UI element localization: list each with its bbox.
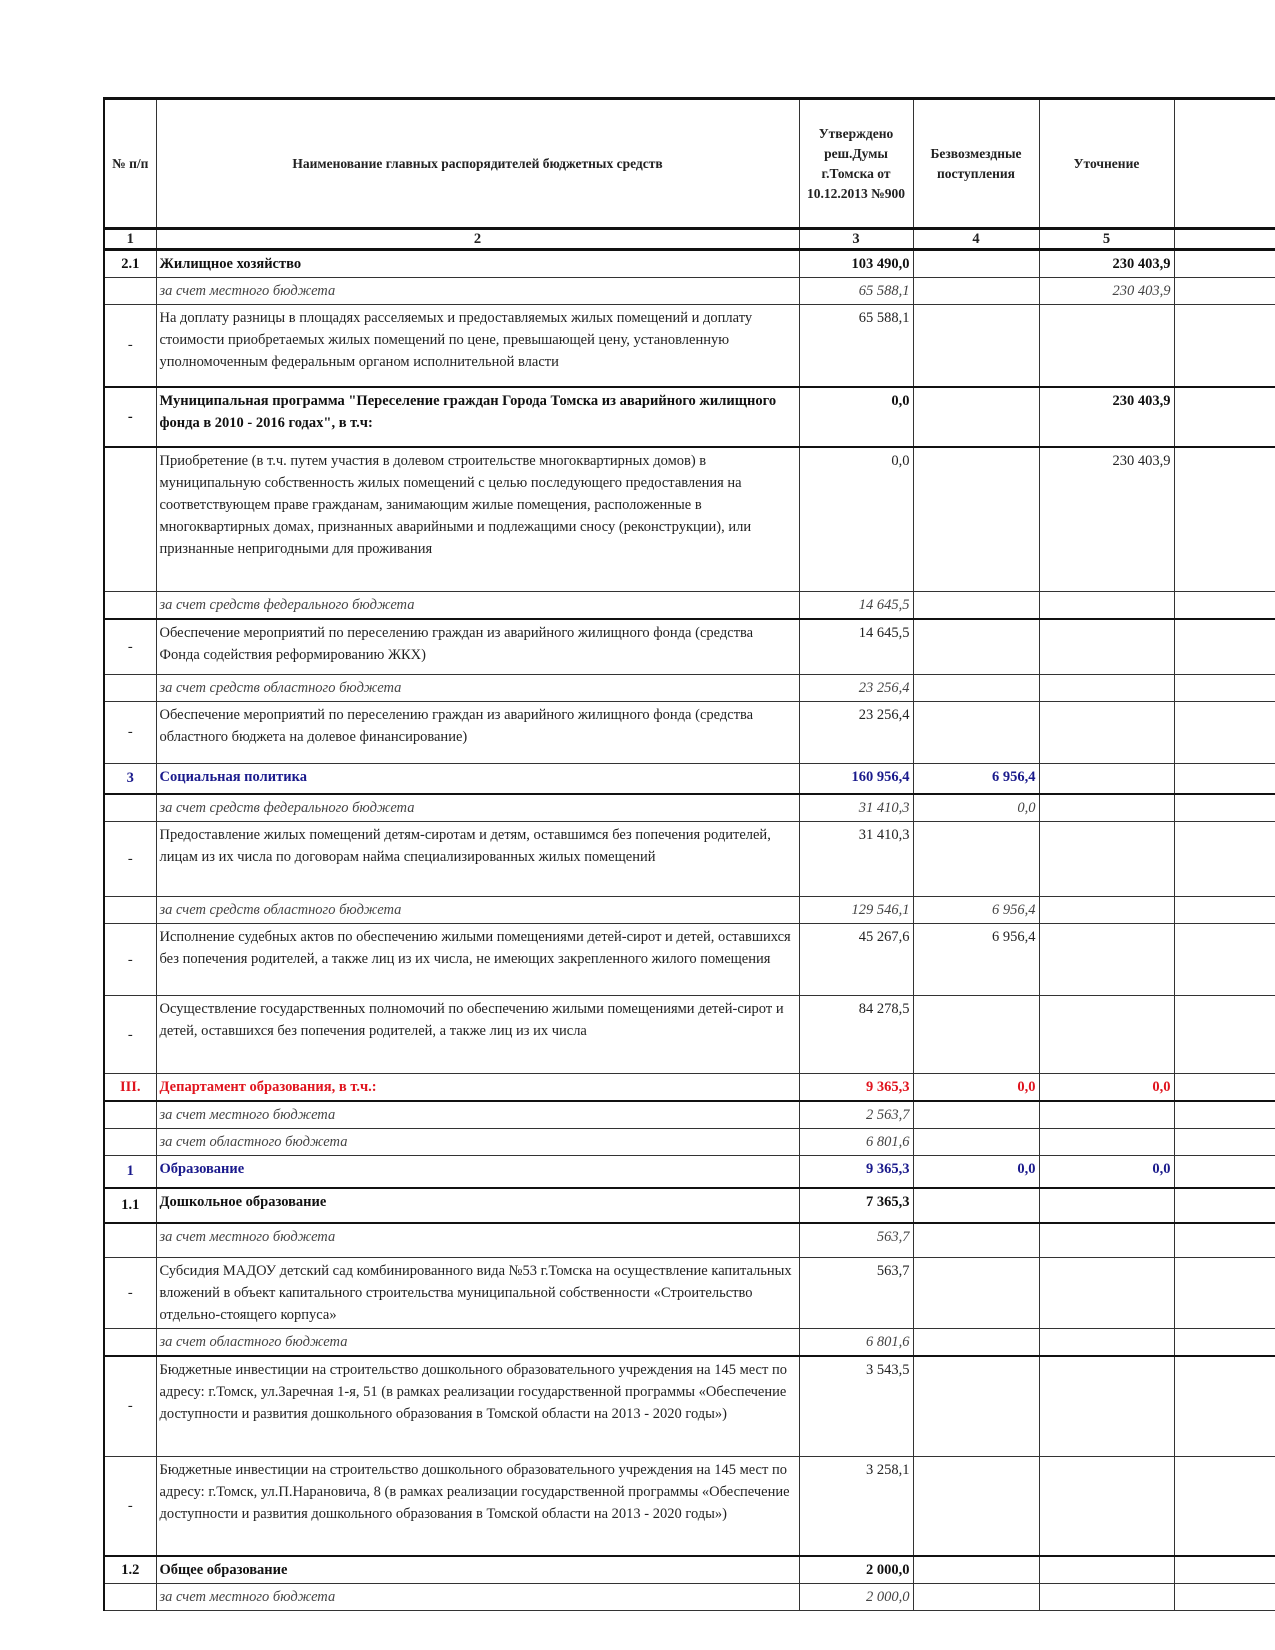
row-number: - bbox=[104, 924, 156, 996]
row-name: Субсидия МАДОУ детский сад комбинированного вида №53 г.Томска на осуществление капитальных вложений в объект капитального строительства муниципальной собственности «Строительство отдельно-стоящего корпуса» bbox=[156, 1258, 799, 1329]
table-row bbox=[104, 592, 1275, 620]
grants-value bbox=[913, 619, 1039, 674]
table-row bbox=[104, 1223, 1275, 1258]
row-name: Дошкольное образование bbox=[156, 1188, 799, 1223]
approved-value: 2 563,7 bbox=[799, 1101, 913, 1129]
grants-value bbox=[913, 305, 1039, 387]
row-name: Социальная политика bbox=[156, 763, 799, 794]
grants-value bbox=[913, 250, 1039, 278]
row-number bbox=[104, 1329, 156, 1357]
clarification-value bbox=[1039, 1584, 1174, 1611]
row-number: - bbox=[104, 305, 156, 387]
clarification-value bbox=[1039, 794, 1174, 822]
row-number bbox=[104, 674, 156, 701]
grants-value: 0,0 bbox=[913, 1156, 1039, 1188]
approved-value: 129 546,1 bbox=[799, 897, 913, 924]
approved-value: 563,7 bbox=[799, 1258, 913, 1329]
clarification-value: 230 403,9 bbox=[1039, 387, 1174, 447]
table-row bbox=[104, 1258, 1275, 1329]
approved-value: 0,0 bbox=[799, 447, 913, 592]
empty-cell bbox=[1174, 1456, 1275, 1556]
grants-value bbox=[913, 1129, 1039, 1156]
row-number bbox=[104, 1584, 156, 1611]
row-number: - bbox=[104, 1356, 156, 1456]
empty-cell bbox=[1174, 1223, 1275, 1258]
header-col6 bbox=[1174, 99, 1275, 229]
row-name: Осуществление государственных полномочий по обеспечению жилыми помещениями детей-сирот и детей, оставшихся без попечения родителей, а также лиц из их числа bbox=[156, 996, 799, 1074]
row-number: - bbox=[104, 1258, 156, 1329]
empty-cell bbox=[1174, 305, 1275, 387]
approved-value: 84 278,5 bbox=[799, 996, 913, 1074]
approved-value: 3 543,5 bbox=[799, 1356, 913, 1456]
table-row bbox=[104, 619, 1275, 674]
empty-cell bbox=[1174, 701, 1275, 763]
table-row bbox=[104, 250, 1275, 278]
row-number: - bbox=[104, 1456, 156, 1556]
approved-value: 160 956,4 bbox=[799, 763, 913, 794]
empty-cell bbox=[1174, 447, 1275, 592]
grants-value bbox=[913, 701, 1039, 763]
clarification-value bbox=[1039, 1258, 1174, 1329]
index-cell bbox=[1174, 229, 1275, 250]
row-number bbox=[104, 897, 156, 924]
table-row bbox=[104, 822, 1275, 897]
empty-cell bbox=[1174, 674, 1275, 701]
row-number bbox=[104, 278, 156, 305]
clarification-value bbox=[1039, 1456, 1174, 1556]
row-number bbox=[104, 1223, 156, 1258]
grants-value: 6 956,4 bbox=[913, 924, 1039, 996]
table-row bbox=[104, 996, 1275, 1074]
table-row bbox=[104, 674, 1275, 701]
header-name: Наименование главных распорядителей бюджетных средств bbox=[156, 99, 799, 229]
grants-value bbox=[913, 1556, 1039, 1584]
row-number: - bbox=[104, 996, 156, 1074]
row-name: Исполнение судебных актов по обеспечению жилыми помещениями детей-сирот и детей, оставшихся без попечения родителей, а также лиц из их числа, не имеющих закрепленного жилого помещения bbox=[156, 924, 799, 996]
clarification-value bbox=[1039, 674, 1174, 701]
clarification-value: 230 403,9 bbox=[1039, 250, 1174, 278]
grants-value: 6 956,4 bbox=[913, 897, 1039, 924]
clarification-value bbox=[1039, 1223, 1174, 1258]
grants-value bbox=[913, 592, 1039, 620]
header-approved: Утверждено реш.Думы г.Томска от 10.12.2013 №900 bbox=[799, 99, 913, 229]
row-number: 1.2 bbox=[104, 1556, 156, 1584]
table-row bbox=[104, 1584, 1275, 1611]
clarification-value bbox=[1039, 1101, 1174, 1129]
clarification-value bbox=[1039, 996, 1174, 1074]
empty-cell bbox=[1174, 1074, 1275, 1102]
grants-value bbox=[913, 1188, 1039, 1223]
table-row bbox=[104, 1456, 1275, 1556]
row-number bbox=[104, 447, 156, 592]
table-row bbox=[104, 897, 1275, 924]
approved-value: 9 365,3 bbox=[799, 1074, 913, 1102]
grants-value bbox=[913, 387, 1039, 447]
clarification-value: 0,0 bbox=[1039, 1156, 1174, 1188]
grants-value bbox=[913, 674, 1039, 701]
empty-cell bbox=[1174, 387, 1275, 447]
row-name: Общее образование bbox=[156, 1556, 799, 1584]
index-cell: 5 bbox=[1039, 229, 1174, 250]
row-name: за счет средств федерального бюджета bbox=[156, 592, 799, 620]
empty-cell bbox=[1174, 1329, 1275, 1357]
header-grants: Безвозмездные поступления bbox=[913, 99, 1039, 229]
row-name: Обеспечение мероприятий по переселению граждан из аварийного жилищного фонда (средства Фонда содействия реформированию ЖКХ) bbox=[156, 619, 799, 674]
row-number: III. bbox=[104, 1074, 156, 1102]
table-row bbox=[104, 1074, 1275, 1102]
table-row bbox=[104, 1188, 1275, 1223]
clarification-value: 230 403,9 bbox=[1039, 278, 1174, 305]
empty-cell bbox=[1174, 1156, 1275, 1188]
clarification-value bbox=[1039, 701, 1174, 763]
clarification-value bbox=[1039, 1129, 1174, 1156]
approved-value: 7 365,3 bbox=[799, 1188, 913, 1223]
approved-value: 14 645,5 bbox=[799, 592, 913, 620]
row-name: за счет областного бюджета bbox=[156, 1129, 799, 1156]
row-number: - bbox=[104, 822, 156, 897]
row-name: за счет средств федерального бюджета bbox=[156, 794, 799, 822]
approved-value: 2 000,0 bbox=[799, 1556, 913, 1584]
row-name: за счет средств областного бюджета bbox=[156, 674, 799, 701]
approved-value: 31 410,3 bbox=[799, 822, 913, 897]
table-row bbox=[104, 305, 1275, 387]
table-row bbox=[104, 794, 1275, 822]
row-number: - bbox=[104, 387, 156, 447]
index-cell: 2 bbox=[156, 229, 799, 250]
row-name: Образование bbox=[156, 1156, 799, 1188]
row-name: На доплату разницы в площадях расселяемых и предоставляемых жилых помещений и доплату стоимости приобретаемых жилых помещений по цене, превышающей цену, установленную уполномоченным федеральным органом исполнительной власти bbox=[156, 305, 799, 387]
table-row bbox=[104, 1156, 1275, 1188]
approved-value: 14 645,5 bbox=[799, 619, 913, 674]
row-number: 2.1 bbox=[104, 250, 156, 278]
table-row bbox=[104, 447, 1275, 592]
approved-value: 65 588,1 bbox=[799, 305, 913, 387]
empty-cell bbox=[1174, 278, 1275, 305]
row-name: за счет местного бюджета bbox=[156, 1101, 799, 1129]
approved-value: 563,7 bbox=[799, 1223, 913, 1258]
column-index-row bbox=[104, 229, 1275, 250]
clarification-value bbox=[1039, 897, 1174, 924]
row-number bbox=[104, 1101, 156, 1129]
clarification-value: 0,0 bbox=[1039, 1074, 1174, 1102]
table-row bbox=[104, 1129, 1275, 1156]
grants-value: 0,0 bbox=[913, 794, 1039, 822]
index-cell: 4 bbox=[913, 229, 1039, 250]
row-number: 3 bbox=[104, 763, 156, 794]
clarification-value bbox=[1039, 763, 1174, 794]
table-row bbox=[104, 763, 1275, 794]
grants-value bbox=[913, 1356, 1039, 1456]
table-row bbox=[104, 1556, 1275, 1584]
empty-cell bbox=[1174, 763, 1275, 794]
row-name: Жилищное хозяйство bbox=[156, 250, 799, 278]
row-number: - bbox=[104, 619, 156, 674]
row-name: Предоставление жилых помещений детям-сиротам и детям, оставшимся без попечения родителей, лицам из их числа по договорам найма специализированных жилых помещений bbox=[156, 822, 799, 897]
table-row bbox=[104, 1356, 1275, 1456]
row-name: Приобретение (в т.ч. путем участия в долевом строительстве многоквартирных домов) в муниципальную собственность жилых помещений с целью последующего предоставления на соответствующем праве гражданам, занимающим жилые помещения, расположенные в многоквартирных домах, признанных аварийными и подлежащими сносу (реконструкции), или признанные непригодными для проживания bbox=[156, 447, 799, 592]
clarification-value bbox=[1039, 1188, 1174, 1223]
empty-cell bbox=[1174, 1556, 1275, 1584]
approved-value: 23 256,4 bbox=[799, 701, 913, 763]
row-name: за счет средств областного бюджета bbox=[156, 897, 799, 924]
table-row bbox=[104, 387, 1275, 447]
grants-value bbox=[913, 822, 1039, 897]
clarification-value: 230 403,9 bbox=[1039, 447, 1174, 592]
budget-table bbox=[103, 97, 1275, 1611]
grants-value bbox=[913, 1584, 1039, 1611]
row-number bbox=[104, 592, 156, 620]
empty-cell bbox=[1174, 592, 1275, 620]
clarification-value bbox=[1039, 1329, 1174, 1357]
clarification-value bbox=[1039, 619, 1174, 674]
row-name: Бюджетные инвестиции на строительство дошкольного образовательного учреждения на 145 мест по адресу: г.Томск, ул.Заречная 1-я, 51 (в рамках реализации государственной программы «Обеспечение доступности и развития дошкольного образования в Томской области на 2013 - 2020 годы») bbox=[156, 1356, 799, 1456]
row-number bbox=[104, 794, 156, 822]
clarification-value bbox=[1039, 1556, 1174, 1584]
empty-cell bbox=[1174, 1188, 1275, 1223]
approved-value: 65 588,1 bbox=[799, 278, 913, 305]
row-name: Бюджетные инвестиции на строительство дошкольного образовательного учреждения на 145 мест по адресу: г.Томск, ул.П.Нарановича, 8 (в рамках реализации государственной программы «Обеспечение доступности и развития дошкольного образования в Томской области на 2013 - 2020 годы») bbox=[156, 1456, 799, 1556]
index-cell: 3 bbox=[799, 229, 913, 250]
grants-value bbox=[913, 1223, 1039, 1258]
index-cell: 1 bbox=[104, 229, 156, 250]
table-row bbox=[104, 278, 1275, 305]
empty-cell bbox=[1174, 794, 1275, 822]
row-name: Обеспечение мероприятий по переселению граждан из аварийного жилищного фонда (средства областного бюджета на долевое финансирование) bbox=[156, 701, 799, 763]
grants-value bbox=[913, 278, 1039, 305]
clarification-value bbox=[1039, 924, 1174, 996]
approved-value: 23 256,4 bbox=[799, 674, 913, 701]
header-clarification: Уточнение bbox=[1039, 99, 1174, 229]
empty-cell bbox=[1174, 822, 1275, 897]
row-name: за счет местного бюджета bbox=[156, 1223, 799, 1258]
approved-value: 2 000,0 bbox=[799, 1584, 913, 1611]
empty-cell bbox=[1174, 996, 1275, 1074]
empty-cell bbox=[1174, 1101, 1275, 1129]
header-row bbox=[104, 99, 1275, 229]
approved-value: 0,0 bbox=[799, 387, 913, 447]
row-number: - bbox=[104, 701, 156, 763]
clarification-value bbox=[1039, 1356, 1174, 1456]
empty-cell bbox=[1174, 924, 1275, 996]
clarification-value bbox=[1039, 592, 1174, 620]
clarification-value bbox=[1039, 305, 1174, 387]
grants-value bbox=[913, 1456, 1039, 1556]
approved-value: 9 365,3 bbox=[799, 1156, 913, 1188]
approved-value: 103 490,0 bbox=[799, 250, 913, 278]
table-row bbox=[104, 701, 1275, 763]
header-number: № п/п bbox=[104, 99, 156, 229]
grants-value bbox=[913, 1258, 1039, 1329]
table-row bbox=[104, 924, 1275, 996]
empty-cell bbox=[1174, 1356, 1275, 1456]
row-number bbox=[104, 1129, 156, 1156]
approved-value: 6 801,6 bbox=[799, 1129, 913, 1156]
approved-value: 6 801,6 bbox=[799, 1329, 913, 1357]
row-name: Департамент образования, в т.ч.: bbox=[156, 1074, 799, 1102]
empty-cell bbox=[1174, 619, 1275, 674]
row-name: за счет местного бюджета bbox=[156, 278, 799, 305]
approved-value: 45 267,6 bbox=[799, 924, 913, 996]
grants-value bbox=[913, 447, 1039, 592]
approved-value: 31 410,3 bbox=[799, 794, 913, 822]
empty-cell bbox=[1174, 897, 1275, 924]
empty-cell bbox=[1174, 1584, 1275, 1611]
empty-cell bbox=[1174, 1129, 1275, 1156]
row-number: 1.1 bbox=[104, 1188, 156, 1223]
table-row bbox=[104, 1329, 1275, 1357]
clarification-value bbox=[1039, 822, 1174, 897]
row-number: 1 bbox=[104, 1156, 156, 1188]
grants-value bbox=[913, 996, 1039, 1074]
table-row bbox=[104, 1101, 1275, 1129]
grants-value: 0,0 bbox=[913, 1074, 1039, 1102]
approved-value: 3 258,1 bbox=[799, 1456, 913, 1556]
empty-cell bbox=[1174, 1258, 1275, 1329]
grants-value bbox=[913, 1329, 1039, 1357]
grants-value bbox=[913, 1101, 1039, 1129]
empty-cell bbox=[1174, 250, 1275, 278]
row-name: за счет областного бюджета bbox=[156, 1329, 799, 1357]
row-name: Муниципальная программа "Переселение граждан Города Томска из аварийного жилищного фонда в 2010 - 2016 годах", в т.ч: bbox=[156, 387, 799, 447]
grants-value: 6 956,4 bbox=[913, 763, 1039, 794]
row-name: за счет местного бюджета bbox=[156, 1584, 799, 1611]
